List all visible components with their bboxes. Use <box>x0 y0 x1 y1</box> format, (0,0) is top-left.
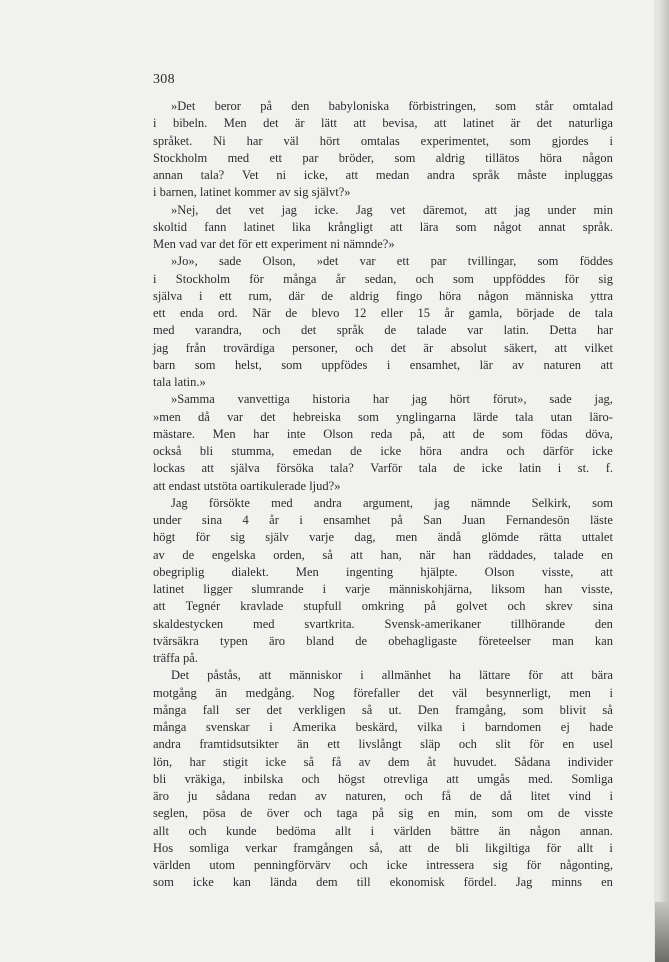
text-line: tvärsäkra typen äro bland de obehagligaste företeelser man kan <box>153 633 613 648</box>
text-line: bli vräkiga, inbilska och högst otrevliga att umgås med. Somliga <box>153 771 613 786</box>
text-line: som icke kan lända dem till ekonomisk fördel. Jag minns en <box>153 875 613 890</box>
text-line: språket. Ni har väl hört omtalas experimentet, som gjordes i <box>153 133 613 148</box>
text-line: av de engelska orden, så att han, när han räddades, talade en <box>153 547 613 562</box>
text-line: latinet ligger slumrande i varje människohjärna, liksom han visste, <box>153 582 613 596</box>
text-line: under sina 4 år i ensamhet på San Juan Fernandesön läste <box>153 513 613 527</box>
text-line: »Samma vanvettiga historia har jag hört förut», sade jag, <box>171 392 613 407</box>
text-line: i Stockholm för många år sedan, och som uppföddes för sig <box>153 271 613 286</box>
text-line: äro ju sådana redan av naturen, och få de då litet vind i <box>153 789 613 803</box>
text-line: obegriplig dialekt. Men ingenting hjälpte. Olson visste, att <box>153 564 613 579</box>
text-line: ett enda ord. När de blevo 12 eller 15 år gamla, började de tala <box>153 306 613 320</box>
text-line: »men då var det hebreiska som ynglingarna lärde tala utan lärо- <box>153 409 613 424</box>
page-edge <box>657 0 669 962</box>
text-line: lön, har stigit icke så få av dem åt huvudet. Sådana individer <box>153 754 613 769</box>
text-line: allt och kunde bedöma allt i världen bättre än någon annan. <box>153 823 613 838</box>
text-line: mästare. Men har inte Olson reda på, att de som födas döva, <box>153 426 613 441</box>
text-line: i barnen, latinet kommer av sig självt?» <box>153 185 351 200</box>
text-line: skaldestycken med svartkrita. Svensk-amerikaner tillhörande den <box>153 616 613 631</box>
text-line: Det påstås, att människor i allmänhet ha lättare för att bära <box>171 668 613 683</box>
text-line: också bli stumma, emedan de icke höra andra och därför icke <box>153 444 613 458</box>
text-line: lockas att själva försöka tala? Varför tala de icke latin i st. f. <box>153 461 613 476</box>
text-line: många fall ser det verkligen så ut. Den framgång, som blivit så <box>153 702 613 717</box>
text-line: andra framtidsutsikter än ett livslångt släp och slit för en usel <box>153 737 613 752</box>
text-line: själva i ett rum, där de aldrig fingo höra någon människa yttra <box>153 288 613 303</box>
text-line: Jag försökte med andra argument, jag nämnde Selkirk, som <box>171 495 613 510</box>
text-line: seglen, pösa de över och taga på sig en min, som om de visste <box>153 806 613 821</box>
text-line: Men vad var det för ett experiment ni nämnde?» <box>153 237 395 251</box>
text-line: högt för sig själv varje dag, men ändå glömde rätta uttalet <box>153 530 613 545</box>
text-line: jag från trovärdiga personer, och det är absolut säkert, att vilket <box>153 340 613 355</box>
text-line: att Tegnér kravlade stupfull omkring på golvet och skrev sina <box>153 599 613 614</box>
body-text <box>153 98 613 892</box>
text-line: tala latin.» <box>153 375 206 389</box>
text-line: många svenskar i Amerika beskärd, vilka i barndomen ej hade <box>153 720 613 734</box>
text-line: skoltid fann latinet lika krångligt att lära som något annat språk. <box>153 219 613 234</box>
text-line: Hos somliga verkar framgången så, att de bli likgiltiga för allt i <box>153 840 613 855</box>
text-line: Stockholm med ett par bröder, som aldrig tillätos höra någon <box>153 150 613 165</box>
text-line: att endast utstöta oartikulerade ljud?» <box>153 478 341 493</box>
text-line: världen utom penningförvärv och icke intressera sig för någonting, <box>153 858 613 872</box>
text-line: i bibeln. Men det är lätt att bevisa, att latinet är det naturliga <box>153 116 613 131</box>
text-line: barn som helst, som uppfödes i ensamhet, lär av naturen att <box>153 357 613 372</box>
text-line: motgång än medgång. Nog förefaller det väl besynnerligt, men i <box>153 685 613 700</box>
text-line: »Nej, det vet jag icke. Jag vet däremot, att jag under min <box>171 202 613 217</box>
text-line: »Jo», sade Olson, »det var ett par tvillingar, som föddes <box>171 254 613 269</box>
text-line: med varandra, och det språk de talade var latin. Detta har <box>153 323 613 338</box>
text-line: träffa på. <box>153 651 198 665</box>
text-line: »Det beror på den babyloniska förbistringen, som står omtalad <box>171 99 613 113</box>
corner-mark <box>655 902 669 962</box>
text-line: annan tala? Vet ni icke, att medan andra språk måste inpluggas <box>153 168 613 182</box>
page-number: 308 <box>153 72 175 87</box>
